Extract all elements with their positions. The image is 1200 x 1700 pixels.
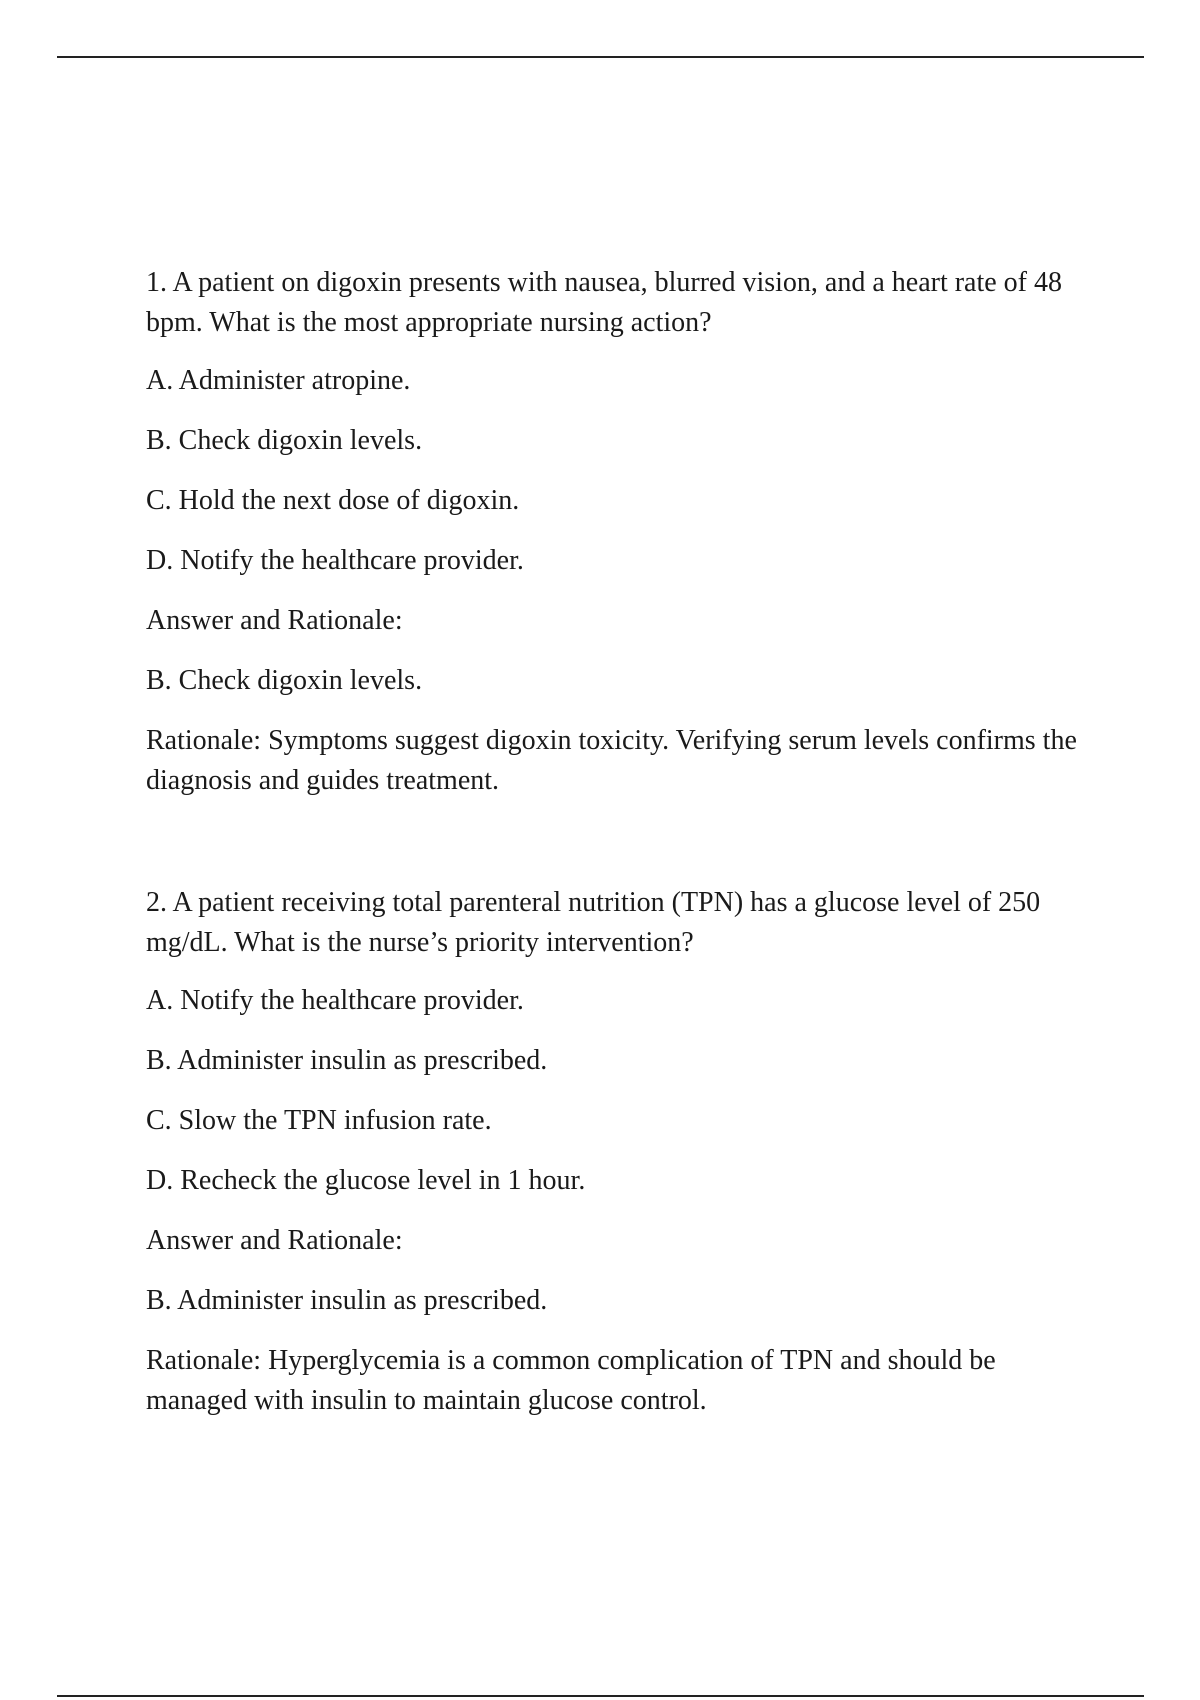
top-rule <box>57 56 1144 58</box>
answer-text: B. Check digoxin levels. <box>146 665 423 696</box>
option-d: D. Notify the healthcare provider. <box>146 545 524 576</box>
answer-heading: Answer and Rationale: <box>146 605 403 636</box>
question-text: 1. A patient on digoxin presents with nausea, blurred vision, and a heart rate of 48 bpm. What is the most appropriate nursing action? <box>146 267 1063 338</box>
question-block-1 <box>146 263 1086 801</box>
option-a: A. Administer atropine. <box>146 365 411 396</box>
option-c: C. Hold the next dose of digoxin. <box>146 485 520 516</box>
option-b: B. Administer insulin as prescribed. <box>146 1045 548 1076</box>
answer-heading: Answer and Rationale: <box>146 1225 403 1256</box>
option-a: A. Notify the healthcare provider. <box>146 985 524 1016</box>
question-block-2 <box>146 883 1086 1421</box>
option-c: C. Slow the TPN infusion rate. <box>146 1105 492 1136</box>
bottom-rule <box>57 1695 1144 1697</box>
answer-text: B. Administer insulin as prescribed. <box>146 1285 548 1316</box>
rationale-text: Rationale: Symptoms suggest digoxin toxicity. Verifying serum levels confirms the diagnosis and guides treatment. <box>146 725 1077 796</box>
rationale-text: Rationale: Hyperglycemia is a common complication of TPN and should be managed with insulin to maintain glucose control. <box>146 1345 996 1416</box>
option-b: B. Check digoxin levels. <box>146 425 423 456</box>
document-content <box>146 263 1086 1441</box>
question-text: 2. A patient receiving total parenteral nutrition (TPN) has a glucose level of 250 mg/dL. What is the nurse’s priority intervention? <box>146 887 1041 958</box>
option-d: D. Recheck the glucose level in 1 hour. <box>146 1165 586 1196</box>
